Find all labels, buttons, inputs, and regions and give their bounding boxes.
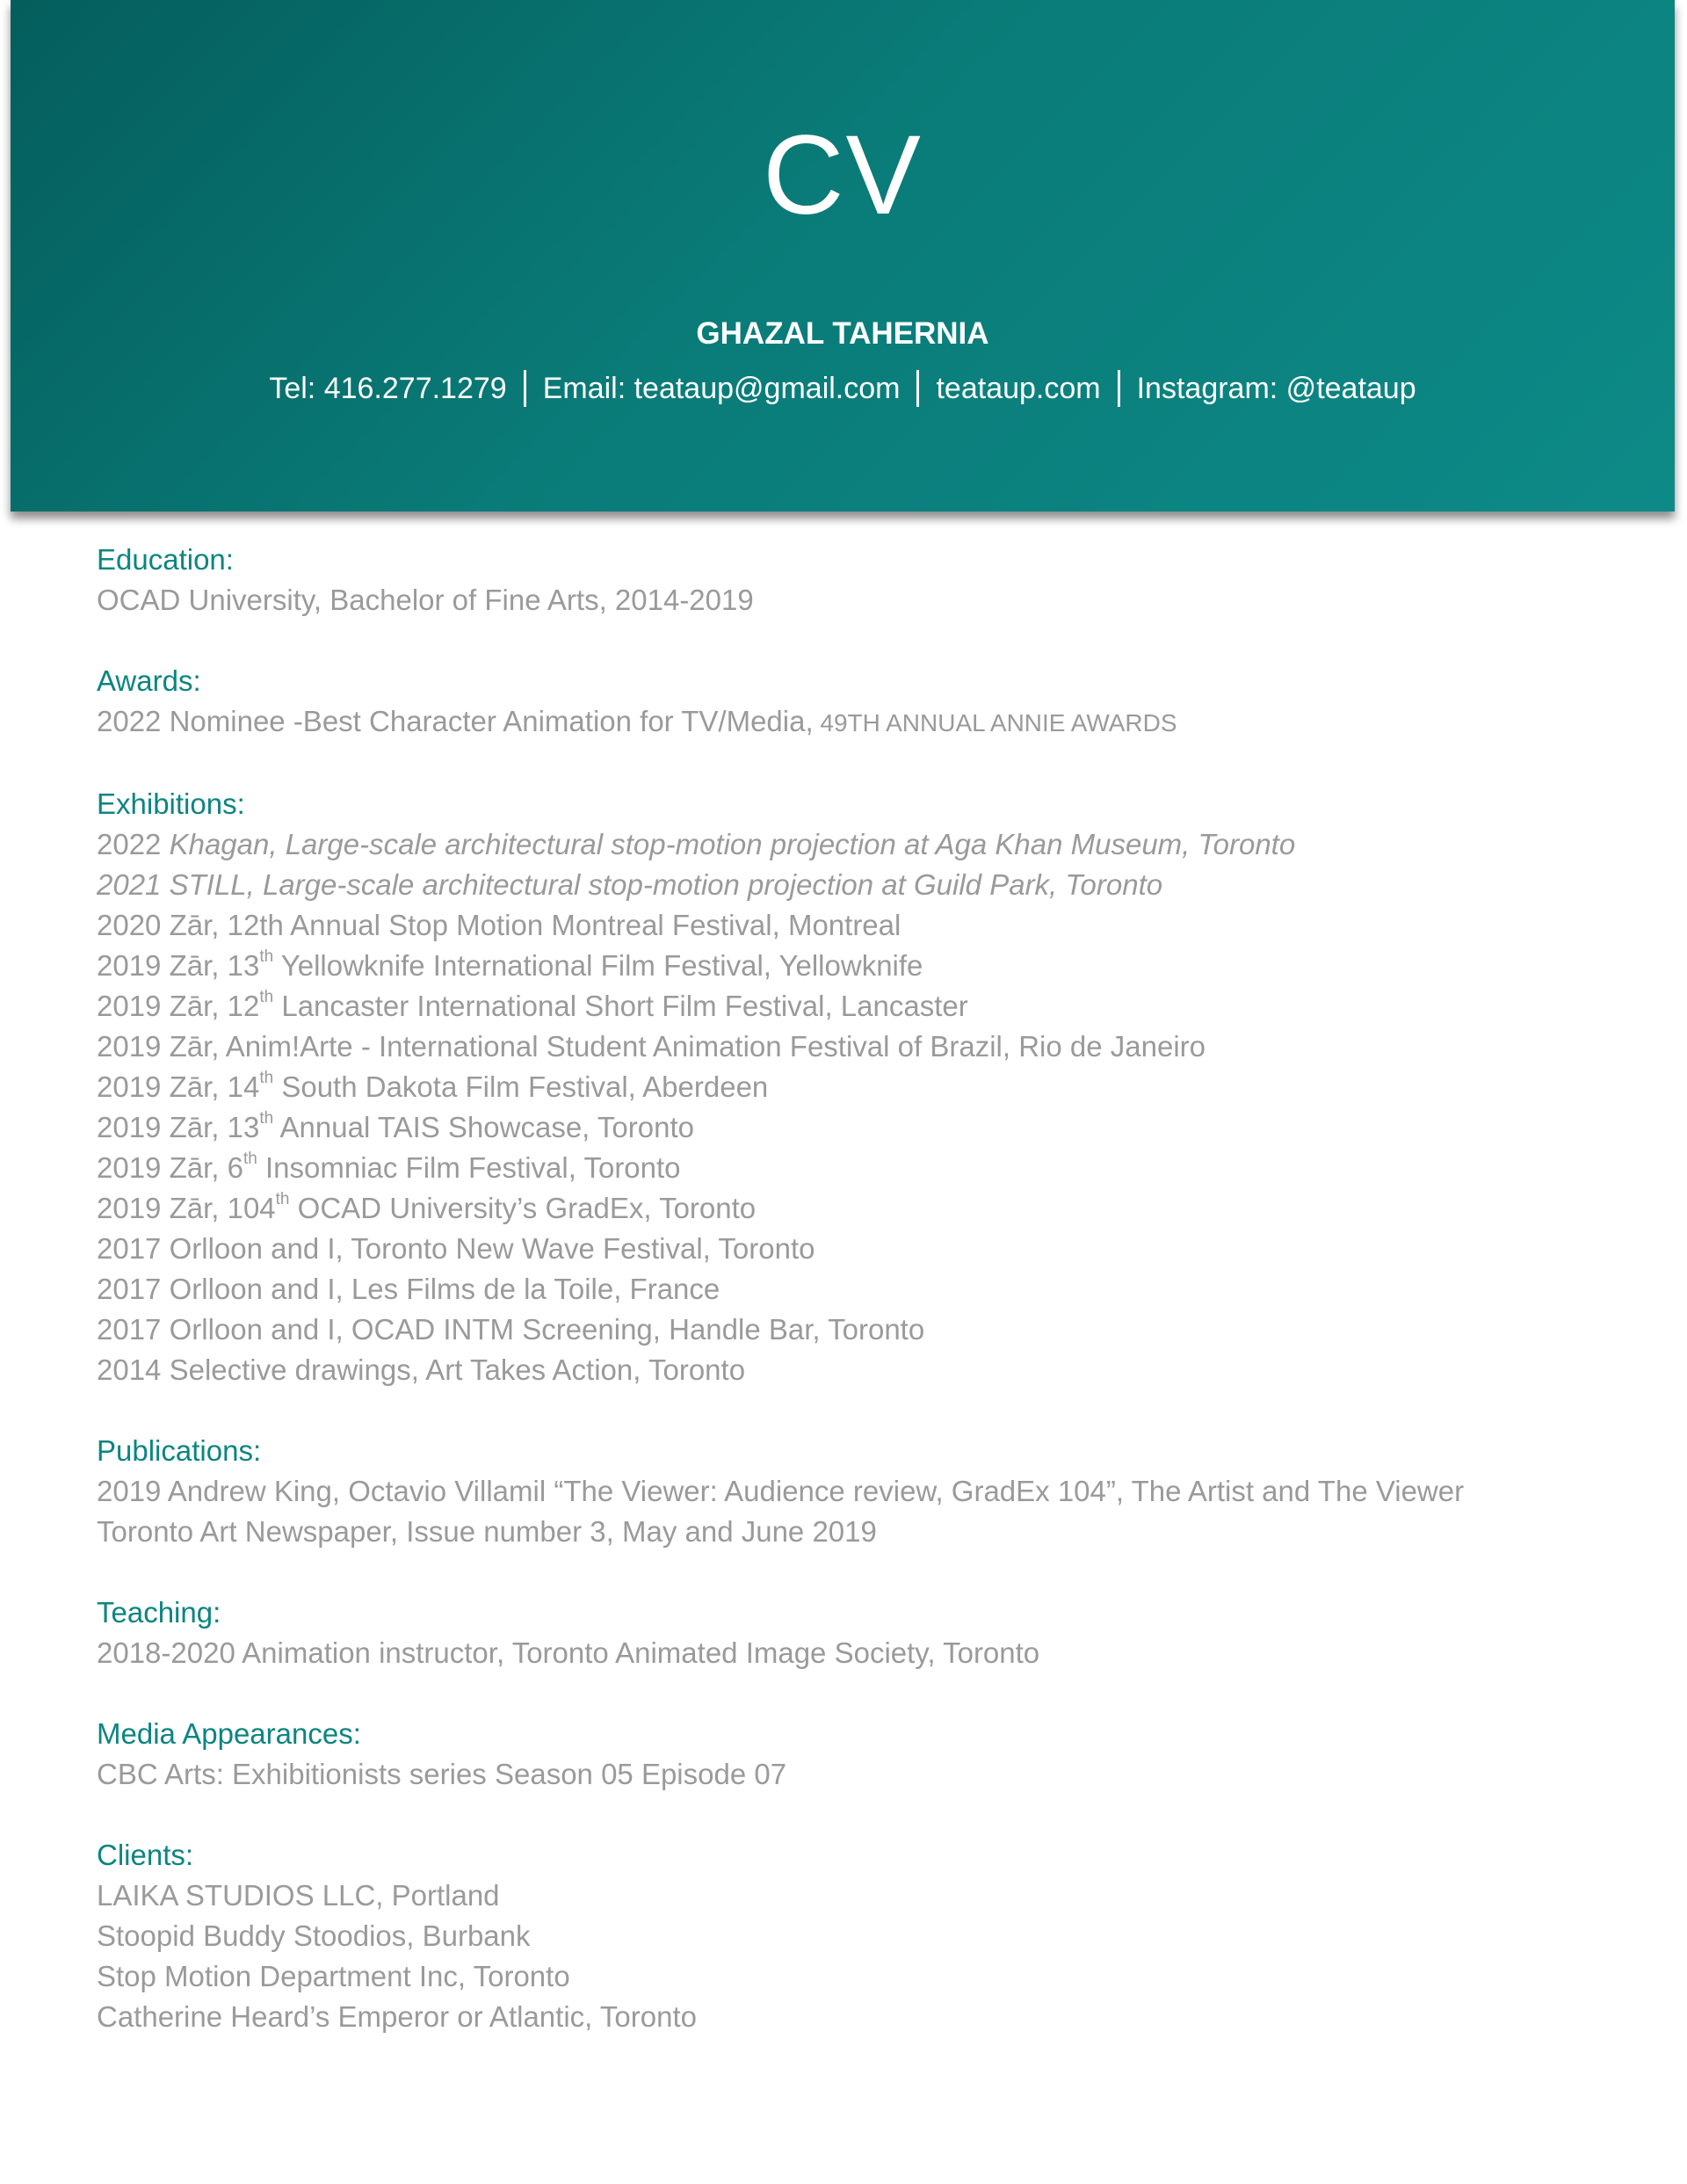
list-item: Stop Motion Department Inc, Toronto bbox=[97, 1960, 570, 1992]
contact-separator bbox=[524, 370, 526, 407]
ordinal-suffix: th bbox=[259, 1109, 274, 1128]
exhibition-text: 2019 Zār, 13 bbox=[97, 949, 260, 982]
contact-separator bbox=[1118, 370, 1120, 407]
list-item: 2018-2020 Animation instructor, Toronto Animated Image Society, Toronto bbox=[97, 1636, 1040, 1669]
section-heading: Publications: bbox=[97, 1434, 262, 1467]
list-item: 2017 Orlloon and I, OCAD INTM Screening, Handle Bar, Toronto bbox=[97, 1313, 925, 1346]
list-item: LAIKA STUDIOS LLC, Portland bbox=[97, 1879, 500, 1912]
header-banner bbox=[11, 0, 1675, 512]
list-item bbox=[97, 701, 1590, 744]
exhibition-text: Insomniac Film Festival, Toronto bbox=[257, 1151, 681, 1184]
award-text: 2022 Nominee -Best Character Animation for TV/Media, bbox=[97, 705, 814, 737]
cv-content bbox=[97, 540, 1590, 2078]
ordinal-suffix: th bbox=[259, 1069, 274, 1087]
page-title: CV bbox=[763, 112, 923, 238]
contact-instagram[interactable]: Instagram: @teataup bbox=[1136, 372, 1416, 405]
section-heading: Exhibitions: bbox=[97, 787, 245, 820]
exhibition-text: 2019 Zār, 6 bbox=[97, 1151, 243, 1184]
list-item: 2014 Selective drawings, Art Takes Action, Toronto bbox=[97, 1353, 746, 1386]
exhibition-text: Yellowknife International Film Festival, Yellowknife bbox=[273, 949, 923, 982]
list-item: Stoopid Buddy Stoodios, Burbank bbox=[97, 1919, 531, 1952]
contact-line bbox=[11, 367, 1675, 410]
list-item: CBC Arts: Exhibitionists series Season 05 Episode 07 bbox=[97, 1758, 787, 1790]
list-item: 2019 Zār, Anim!Arte - International Student Animation Festival of Brazil, Rio de Janeiro bbox=[97, 1030, 1206, 1063]
list-item: 2021 STILL, Large-scale architectural stop-motion projection at Guild Park, Toronto bbox=[97, 868, 1163, 901]
contact-phone: Tel: 416.277.1279 bbox=[269, 372, 507, 405]
section-teaching bbox=[97, 1593, 1590, 1673]
section-education bbox=[97, 540, 1590, 620]
list-item bbox=[97, 1148, 1590, 1188]
list-item: 2020 Zār, 12th Annual Stop Motion Montreal Festival, Montreal bbox=[97, 909, 901, 941]
list-item bbox=[97, 1107, 1590, 1148]
exhibition-text: Lancaster International Short Film Festival, Lancaster bbox=[273, 990, 968, 1022]
contact-email[interactable]: Email: teataup@gmail.com bbox=[542, 372, 901, 405]
section-heading: Media Appearances: bbox=[97, 1717, 361, 1750]
list-item: Catherine Heard’s Emperor or Atlantic, Toronto bbox=[97, 2000, 697, 2033]
exhibition-year: 2022 bbox=[97, 828, 162, 860]
list-item: 2017 Orlloon and I, Toronto New Wave Festival, Toronto bbox=[97, 1232, 815, 1265]
exhibition-text: Annual TAIS Showcase, Toronto bbox=[273, 1111, 694, 1143]
list-item bbox=[97, 1067, 1590, 1107]
exhibition-text: South Dakota Film Festival, Aberdeen bbox=[273, 1070, 769, 1103]
ordinal-suffix: th bbox=[259, 988, 274, 1006]
exhibition-text: 2019 Zār, 14 bbox=[97, 1070, 260, 1103]
exhibition-text: 2019 Zār, 13 bbox=[97, 1111, 260, 1143]
list-item: 2017 Orlloon and I, Les Films de la Toile, France bbox=[97, 1273, 720, 1305]
section-awards bbox=[97, 661, 1590, 744]
section-heading: Teaching: bbox=[97, 1596, 221, 1629]
ordinal-suffix: th bbox=[275, 1190, 290, 1208]
list-item: OCAD University, Bachelor of Fine Arts, 2014-2019 bbox=[97, 584, 754, 616]
contact-website[interactable]: teataup.com bbox=[936, 372, 1101, 405]
list-item bbox=[97, 946, 1590, 986]
contact-separator bbox=[916, 370, 919, 407]
ordinal-suffix: th bbox=[259, 947, 274, 966]
section-heading: Awards: bbox=[97, 664, 201, 697]
list-item bbox=[97, 986, 1590, 1027]
section-heading: Clients: bbox=[97, 1839, 194, 1871]
exhibition-text: 2019 Zār, 12 bbox=[97, 990, 260, 1022]
section-clients bbox=[97, 1835, 1590, 2037]
list-item: 2019 Andrew King, Octavio Villamil “The Viewer: Audience review, GradEx 104”, The Artist and The Viewer Toronto Art Newspaper, Issue number 3, May and June 2019 bbox=[97, 1475, 1465, 1548]
list-item bbox=[97, 824, 1590, 865]
exhibition-text: OCAD University’s GradEx, Toronto bbox=[289, 1192, 757, 1224]
award-organization: 49TH ANNUAL ANNIE AWARDS bbox=[813, 709, 1177, 736]
person-name: GHAZAL TAHERNIA bbox=[696, 316, 989, 351]
section-media-appearances bbox=[97, 1714, 1590, 1795]
section-heading: Education: bbox=[97, 543, 234, 576]
ordinal-suffix: th bbox=[243, 1150, 257, 1168]
exhibition-title: Khagan, Large-scale architectural stop-motion projection at Aga Khan Museum, Toronto bbox=[161, 828, 1296, 860]
section-exhibitions bbox=[97, 784, 1590, 1390]
exhibition-text: 2019 Zār, 104 bbox=[97, 1192, 276, 1224]
list-item bbox=[97, 1188, 1590, 1229]
section-publications bbox=[97, 1431, 1590, 1552]
